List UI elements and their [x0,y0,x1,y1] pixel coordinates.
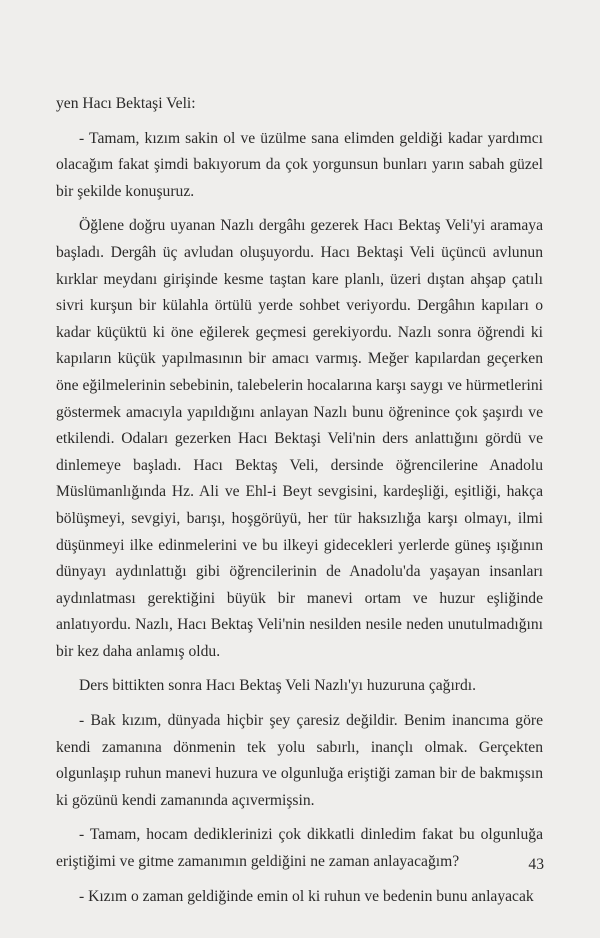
page-number: 43 [528,856,544,873]
paragraph-dialogue: - Tamam, kızım sakin ol ve üzülme sana elimden geldiği kadar yardımcı olacağım fakat şimdi bakıyorum da çok yorgunsun bunları yarın sabah güzel bir şekilde konuşuruz. [56,129,543,200]
paragraph-narrative: Ders bittikten sonra Hacı Bektaş Veli Nazlı'yı huzuruna çağırdı. [79,677,477,695]
body-text [56,91,543,910]
paragraph-continuation: yen Hacı Bektaşi Veli: [56,95,196,112]
paragraph-dialogue: - Tamam, hocam dediklerinizi çok dikkatli dinledim fakat bu olgunluğa eriştiğimi ve gitme zamanımın geldiğini ne zaman anlayacağım? [56,826,543,871]
paragraph-narrative: Öğlene doğru uyanan Nazlı dergâhı gezerek Hacı Bektaş Veli'yi aramaya başladı. Dergâh üç avludan oluşuyordu. Hacı Bektaşi Veli üçüncü avlunun kırklar meydanı girişinde kesme taştan kare planlı, üzeri dıştan ahşap çatılı sivri kurşun bir külahla örtülü yerde sohbet veriyordu. Dergâhın kapıları o kadar küçüktü ki öne eğilerek geçmesi gerekiyordu. Nazlı sonra öğrendi ki kapıların küçük yapılmasının bir amacı varmış. Meğer kapılardan geçerken öne eğilmelerinin sebebinin, talebelerin hocalarına karşı saygı ve hürmetlerini göstermek amacıyla yapıldığını anlayan Nazlı bunu öğrenince çok şaşırdı ve etkilendi. Odaları gezerken Hacı Bektaşi Veli'nin ders anlattığını gördü ve dinlemeye başladı. Hacı Bektaş Veli, dersinde öğrencilerine Anadolu Müslümanlığında Hz. Ali ve Ehl-i Beyt sevgisini, kardeşliği, eşitliği, hakça bölüşmeyi, sevgiyi, barışı, hoşgörüyü, her tür haksızlığa karşı olmayı, ilmi düşünmeyi ilke edinmelerini ve bu ilkeyi gidecekleri yerlerde güneş ışığının dünyayı aydınlattığı gibi öğrencilerinin de Anadolu'da yaşayan insanları aydınlatması gerektiğini büyük bir manevi ortam ve huzur eşliğinde anlatıyordu. Nazlı, Hacı Bektaş Veli'nin nesilden nesile neden unutulmadığını bir kez daha anlamış oldu. [56,217,543,660]
paragraph-dialogue: - Kızım o zaman geldiğinde emin ol ki ruhun ve bedenin bunu anlayacak [79,887,534,905]
paragraph-dialogue: - Bak kızım, dünyada hiçbir şey çaresiz değildir. Benim inancıma göre kendi zamanına dönmenin tek yolu sabırlı, inançlı olmak. Gerçekten olgunlaşıp ruhun manevi huzura ve olgunluğa eriştiği zaman bir de bakmışsın ki gözünü kendi zamanında açıvermişsin. [56,712,543,809]
